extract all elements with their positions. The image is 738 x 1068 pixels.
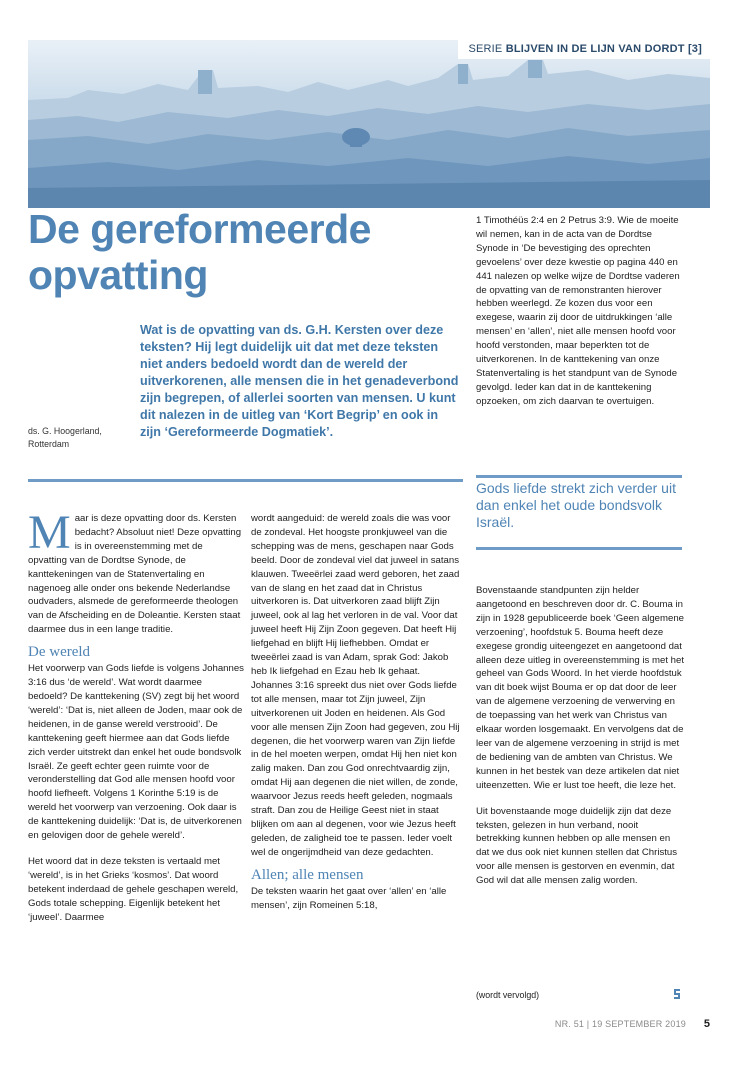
intro-paragraph [28,506,244,637]
end-mark-icon [672,988,682,1000]
article-title: De gereformeerde opvatting [28,206,371,298]
column-3 [476,584,684,888]
series-title: BLIJVEN IN DE LIJN VAN DORDT [3] [505,43,702,55]
intro-text: aar is deze opvatting door ds. Kersten bedacht? Absoluut niet! Deze opvatting is in overeenstemming met de opvatting van de Dordtse Synode, de kanttekeningen van de Statenvertaling en nagenoeg alle onder ons bekende Nederlandse oudvaders, alsmede de gereformeerde theologen van de Afscheiding en de Doleantie. Kersten staat daarmee dus in een lange traditie. [28,513,242,636]
article-lede: Wat is de opvatting van ds. G.H. Kersten over deze teksten? Hij legt duidelijk uit dat met deze teksten niet anders bedoeld wordt dan de wereld der uitverkorenen, alle mensen die in het genadeverbond zijn begrepen, of allerlei soorten van mensen. U kunt dit nalezen in de uitleg van ‘Kort Begrip’ en ook in zijn ‘Gereformeerde Dogmatiek’. [140,323,459,439]
divider-quote-bottom [476,547,682,550]
page-number: 5 [703,1018,710,1030]
divider-left [28,479,463,482]
paragraph: Bovenstaande standpunten zijn helder aangetoond en beschreven door dr. C. Bouma in zijn in 1928 gepubliceerde boek ‘Geen algemene verzoening’, hoofdstuk 5. Bouma heeft deze exegese grondig uiteengezet en aangetoond dat alleen deze uitleg in overeenstemming is met het geheel van Gods Woord. In het vierde hoofdstuk van dit boek wijst Bouma er op dat door de leer van de algemene verzoening de verwerving en de toepassing van het werk van Christus van elkaar worden losgemaakt. En vervolgens dat de leer van de algemene verzoening in strijd is met de bediening van de ambten van Christus. We kunnen in het bestek van deze artikelen dat niet uiteenzetten. Wie er lust toe heeft, die leze het. [476,585,685,791]
drop-cap: M [28,506,71,559]
series-label: SERIE [468,43,503,55]
header-photo [28,40,710,208]
subheading-de-wereld: De wereld [28,644,91,661]
author-place: Rotterdam [28,439,70,449]
paragraph: De teksten waarin het gaat over ‘allen’ en ‘alle mensen’, zijn Romeinen 5:18, [251,885,447,911]
paragraph: Uit bovenstaande moge duidelijk zijn dat deze teksten, gelezen in hun verband, nooit betrekking kunnen hebben op alle mensen en dat we dus ook niet kunnen stellen dat Christus voor alle mensen is gestorven en evenmin, dat God wil dat alle mensen zalig worden. [476,805,678,887]
paragraph: 1 Timothéüs 2:4 en 2 Petrus 3:9. Wie de moeite wil nemen, kan in de acta van de Dordtse Synode in ‘De bevestiging des oprechten gevoelens’ over deze kwestie op pagina 440 en 441 nalezen op welke wijze de Dordtse vaderen de opvatting van de remonstranten hierover hebben weerlegd. Ze kozen dus voor een exegese, waarin zij door de uitdrukkingen ‘alle mensen’ en ‘allen’, niet alle mensen hoofd voor hoofd verstonden, maar beperkten tot de uitverkorenen. In de kanttekening van onze Statenvertaling is het standpunt van de Synode gevolgd. Ieder kan dat in de kanttekening opzoeken, om zich daarvan te overtuigen. [476,215,680,407]
paragraph: Het voorwerp van Gods liefde is volgens Johannes 3:16 dus ‘de wereld’. Wat wordt daarmee bedoeld? De kanttekening (SV) zegt bij het woord ‘wereld’: ‘Dat is, niet alleen de Joden, maar ook de heidenen, in de ganse wereld verstrooid’. De kanttekening geeft hiermee aan dat Gods liefde zich verder uitstrekt dan enkel het oude bondsvolk Israël. Ze geeft echter geen ruimte voor de veronderstelling dat God alle mensen hoofd voor hoofd liefheeft. Volgens 1 Korinthe 5:19 is de wereld het voorwerp van verzoening. Ook daar is de kanttekening duidelijk: ‘Dat is, de uitverkorenen en gelovigen door de gehele wereld’. [28,663,244,842]
author-byline [28,425,138,451]
pull-quote: Gods liefde strekt zich verder uit dan enkel het oude bondsvolk Israël. [476,480,676,530]
subheading-allen-alle-mensen: Allen; alle mensen [251,866,364,883]
divider-quote-top [476,475,682,478]
column-1 [28,506,244,924]
issue-info: NR. 51 | 19 SEPTEMBER 2019 [554,1019,686,1029]
paragraph: Het woord dat in deze teksten is vertaald met ‘wereld’, is in het Grieks ‘kosmos’. Dat woord betekent inderdaad de gehele geschapen wereld, Gods totale schepping. Eigenlijk betekent het ‘juweel’. Daarmee [28,855,239,923]
paragraph: Johannes 3:16 spreekt dus niet over Gods liefde tot alle mensen, maar tot Zijn juweel, Zijn uitverkorenen uit Joden en heidenen. Als God voor alle mensen Zijn Zoon had gegeven, zou Hij degenen, die het voorwerp waren van Zijn liefde in de hel moeten werpen, omdat Hij hen niet kon zalig maken. Dan zou God onrechtvaardig zijn, omdat Hij aan degenen die niet willen, de zonde, waarvoor Jezus reeds heeft geleden, nogmaals straft. Dan zou de Heilige Geest niet in staat blijken om aan al degenen, voor wie Jezus heeft geleden, de zaligheid toe te passen. Ieder voelt wel de ongerijmdheid van deze gedachten. [251,679,460,858]
top-right-column [476,214,684,409]
city-skyline-illustration [28,40,710,208]
paragraph: wordt aangeduid: de wereld zoals die was voor de zondeval. Het hoogste pronkjuweel van die schepping was de mens, geschapen naar Gods beeld. Door de zondeval viel dat juweel in satans klauwen. Tweeërlei zaad werd geboren, het zaad van de slang en het zaad dat in Christus uitverkoren is. Dat uitverkoren zaad blijft Zijn juweel, ook al lag het verloren in de val. Voor dat juweel heeft Hij Zijn Zoon gegeven. Dat heeft Hij liefgehad en blijft Hij liefhebben. Omdat er tweeërlei zaad is van Adam, sprak God: Jakob heb Ik liefgehad en Ezau heb Ik gehaat. [251,513,460,677]
column-2 [251,512,463,912]
to-be-continued: (wordt vervolgd) [476,990,540,1000]
series-tag [458,40,710,59]
author-name: ds. G. Hoogerland, [28,426,102,436]
